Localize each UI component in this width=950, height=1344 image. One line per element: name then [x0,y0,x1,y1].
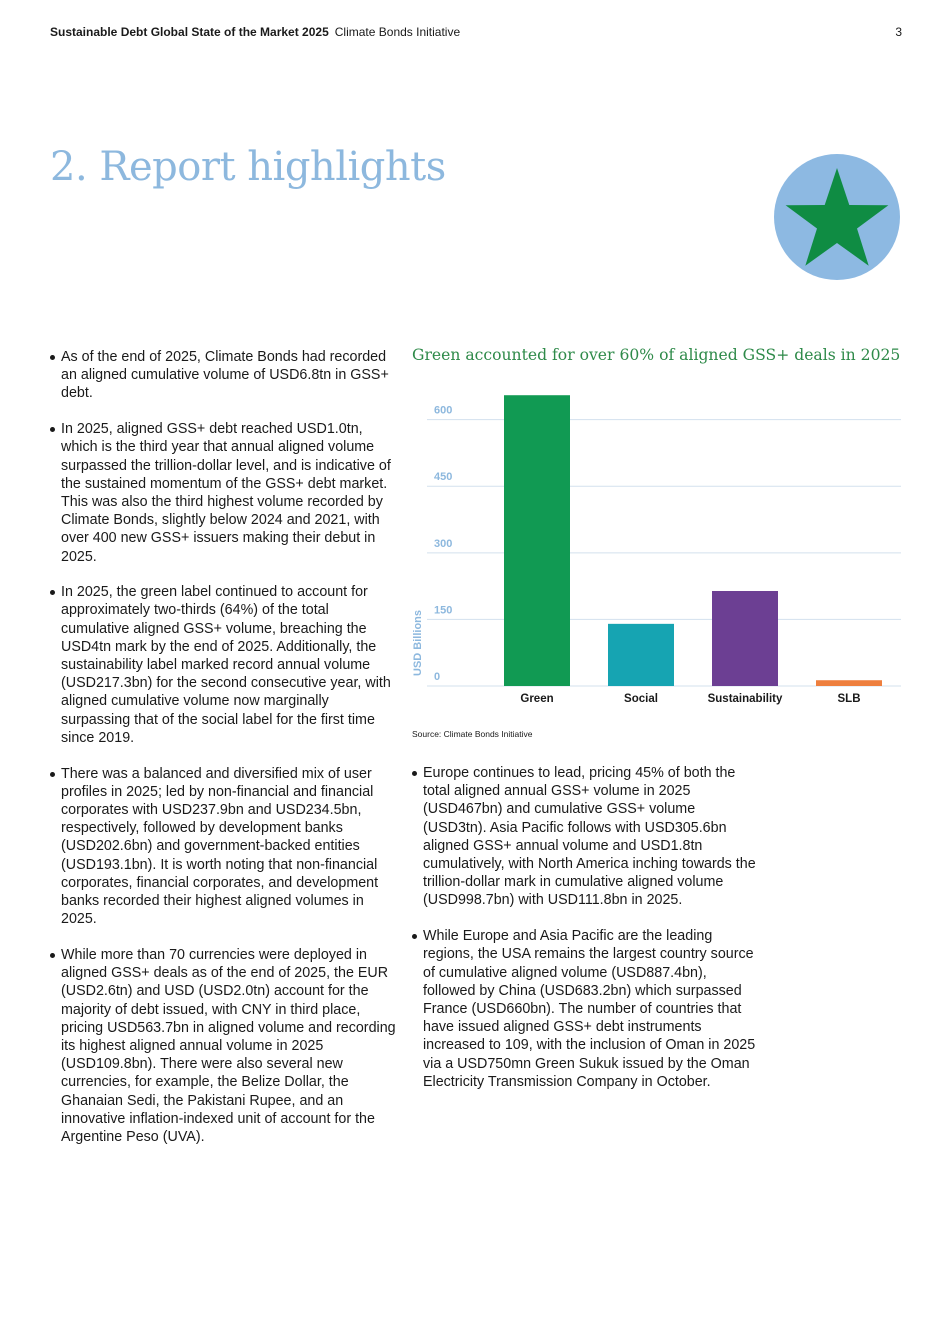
chart-title: Green accounted for over 60% of aligned GSS+ deals in 2025 [412,346,901,364]
star-badge [773,153,901,281]
bar-chart [405,385,905,725]
x-tick-label: Green [520,693,554,705]
bullet-item: While Europe and Asia Pacific are the leading regions, the USA remains the largest country source of cumulative aligned volume (USD887.4bn), followed by China (USD683.2bn) which surpassed France (USD660bn). The number of countries that have issued aligned GSS+ debt instruments increased to 109, with the inclusion of Oman in 2025 via a USD750mn Green Sukuk issued by the Oman Electricity Transmission Company in October. [412,927,760,1091]
y-tick-label: 300 [434,537,453,550]
page-header [50,25,902,39]
bar-slb [816,680,882,686]
chart-source: Source: Climate Bonds Initiative [412,729,533,739]
page-title: 2. Report highlights [50,144,446,190]
left-column [50,348,396,1164]
y-tick-label: 450 [434,471,453,484]
bar-sustainability [712,591,778,686]
right-column [412,764,760,1108]
left-bullet-list [50,348,396,1146]
bar-green [504,395,570,686]
bullet-item: As of the end of 2025, Climate Bonds had recorded an aligned cumulative volume of USD6.8tn in GSS+ debt. [50,348,396,403]
bullet-item: In 2025, the green label continued to account for approximately two-thirds (64%) of the total cumulative aligned GSS+ volume, breaching the USD4tn mark by the end of 2025. Additionally, the sustainability label marked record annual volume (USD217.3bn) for the second consecutive year, with aligned cumulative volume now marginally surpassing that of the social label for the first time since 2019. [50,583,396,747]
bullet-item: In 2025, aligned GSS+ debt reached USD1.0tn, which is the third year that annual aligned volume surpassed the trillion-dollar level, and is indicative of the sustained momentum of the GSS+ debt market. This was also the third highest volume recorded by Climate Bonds, slightly below 2024 and 2021, with over 400 new GSS+ issuers making their debut in 2025. [50,420,396,566]
x-tick-label: Social [624,693,658,705]
header-left [50,25,460,39]
bar-social [608,624,674,686]
document-title: Sustainable Debt Global State of the Market 2025 [50,25,329,39]
y-axis-label: USD Billions [412,609,424,677]
bullet-item: There was a balanced and diversified mix of user profiles in 2025; led by non-financial and financial corporates with USD237.9bn and USD234.5bn, respectively, followed by development banks (USD202.6bn) and government-backed entities (USD193.1bn). It is worth noting that non-financial corporates, financial corporates, and development banks recorded their highest aligned volumes in 2025. [50,765,396,929]
x-tick-label: SLB [837,693,861,705]
y-tick-label: 150 [434,604,453,617]
bullet-item: While more than 70 currencies were deployed in aligned GSS+ deals as of the end of 2025, the EUR (USD2.6tn) and USD (USD2.0tn) account for the majority of debt issued, with CNY in third place, pricing USD563.7bn in aligned volume and recording its highest aligned annual volume in 2025 (USD109.8bn). There were also several new currencies, for example, the Belize Dollar, the Ghanaian Sedi, the Pakistani Rupee, and an innovative inflation-indexed unit of account for the Argentine Peso (UVA). [50,946,396,1146]
right-bullet-list [412,764,760,1091]
y-tick-label: 0 [434,671,441,683]
organization-name: Climate Bonds Initiative [334,25,461,39]
bullet-item: Europe continues to lead, pricing 45% of both the total aligned annual GSS+ volume in 2025 (USD467bn) and cumulative GSS+ volume (USD3tn). Asia Pacific follows with USD305.6bn aligned GSS+ annual volume and USD1.8tn cumulatively, with North America inching towards the trillion-dollar mark in cumulative aligned volume (USD998.7bn) with USD111.8bn in 2025. [412,764,760,910]
x-tick-label: Sustainability [707,693,783,705]
y-tick-label: 600 [434,404,453,417]
page-number: 3 [895,25,902,39]
